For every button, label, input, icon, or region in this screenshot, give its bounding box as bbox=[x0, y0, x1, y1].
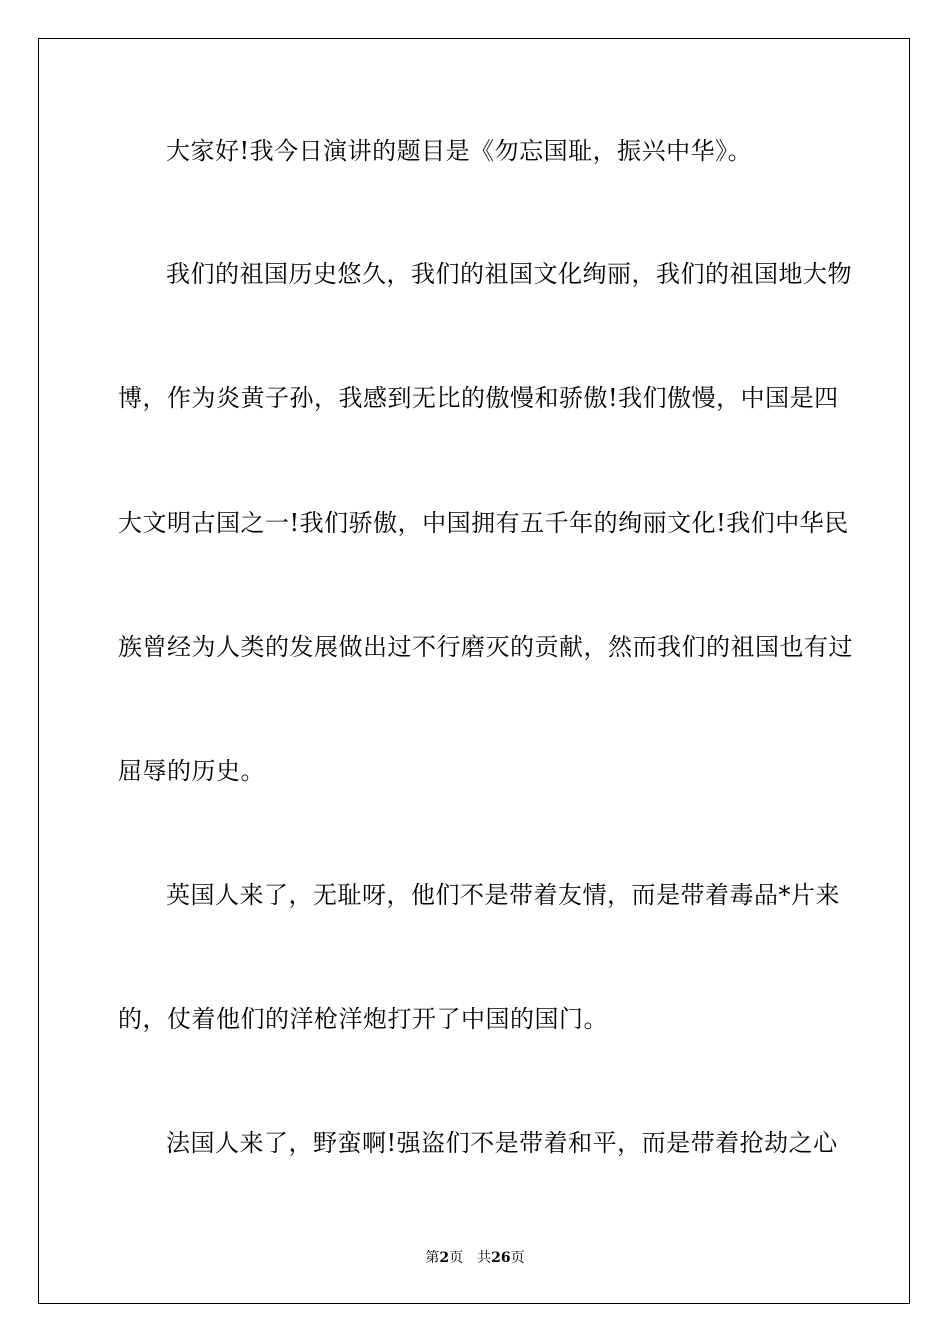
paragraph-1-line-1: 大家好!我今日演讲的题目是《勿忘国耻，振兴中华》。 bbox=[166, 137, 753, 165]
paragraph-2-line-2: 博，作为炎黄子孙，我感到无比的傲慢和骄傲!我们傲慢，中国是四 bbox=[118, 384, 839, 412]
page-border bbox=[38, 38, 910, 1304]
paragraph-2-line-5: 屈辱的历史。 bbox=[118, 757, 265, 785]
page-suffix: 页 bbox=[449, 1250, 464, 1266]
total-page-number: 26 bbox=[491, 1250, 511, 1266]
paragraph-3-line-1: 英国人来了，无耻呀，他们不是带着友情，而是带着毒品*片来 bbox=[166, 881, 840, 909]
total-prefix: 共 bbox=[477, 1250, 492, 1266]
total-suffix: 页 bbox=[510, 1250, 525, 1266]
current-page-number: 2 bbox=[439, 1250, 450, 1266]
paragraph-2-line-3: 大文明古国之一!我们骄傲，中国拥有五千年的绚丽文化!我们中华民 bbox=[118, 509, 849, 537]
page-prefix: 第 bbox=[425, 1250, 440, 1266]
page-footer bbox=[0, 1249, 950, 1267]
paragraph-2-line-1: 我们的祖国历史悠久，我们的祖国文化绚丽，我们的祖国地大物 bbox=[166, 260, 852, 288]
paragraph-2-line-4: 族曾经为人类的发展做出过不行磨灭的贡献，然而我们的祖国也有过 bbox=[118, 633, 853, 661]
paragraph-4-line-1: 法国人来了，野蛮啊!强盗们不是带着和平，而是带着抢劫之心 bbox=[166, 1129, 838, 1157]
paragraph-3-line-2: 的，仗着他们的洋枪洋炮打开了中国的国门。 bbox=[118, 1005, 608, 1033]
